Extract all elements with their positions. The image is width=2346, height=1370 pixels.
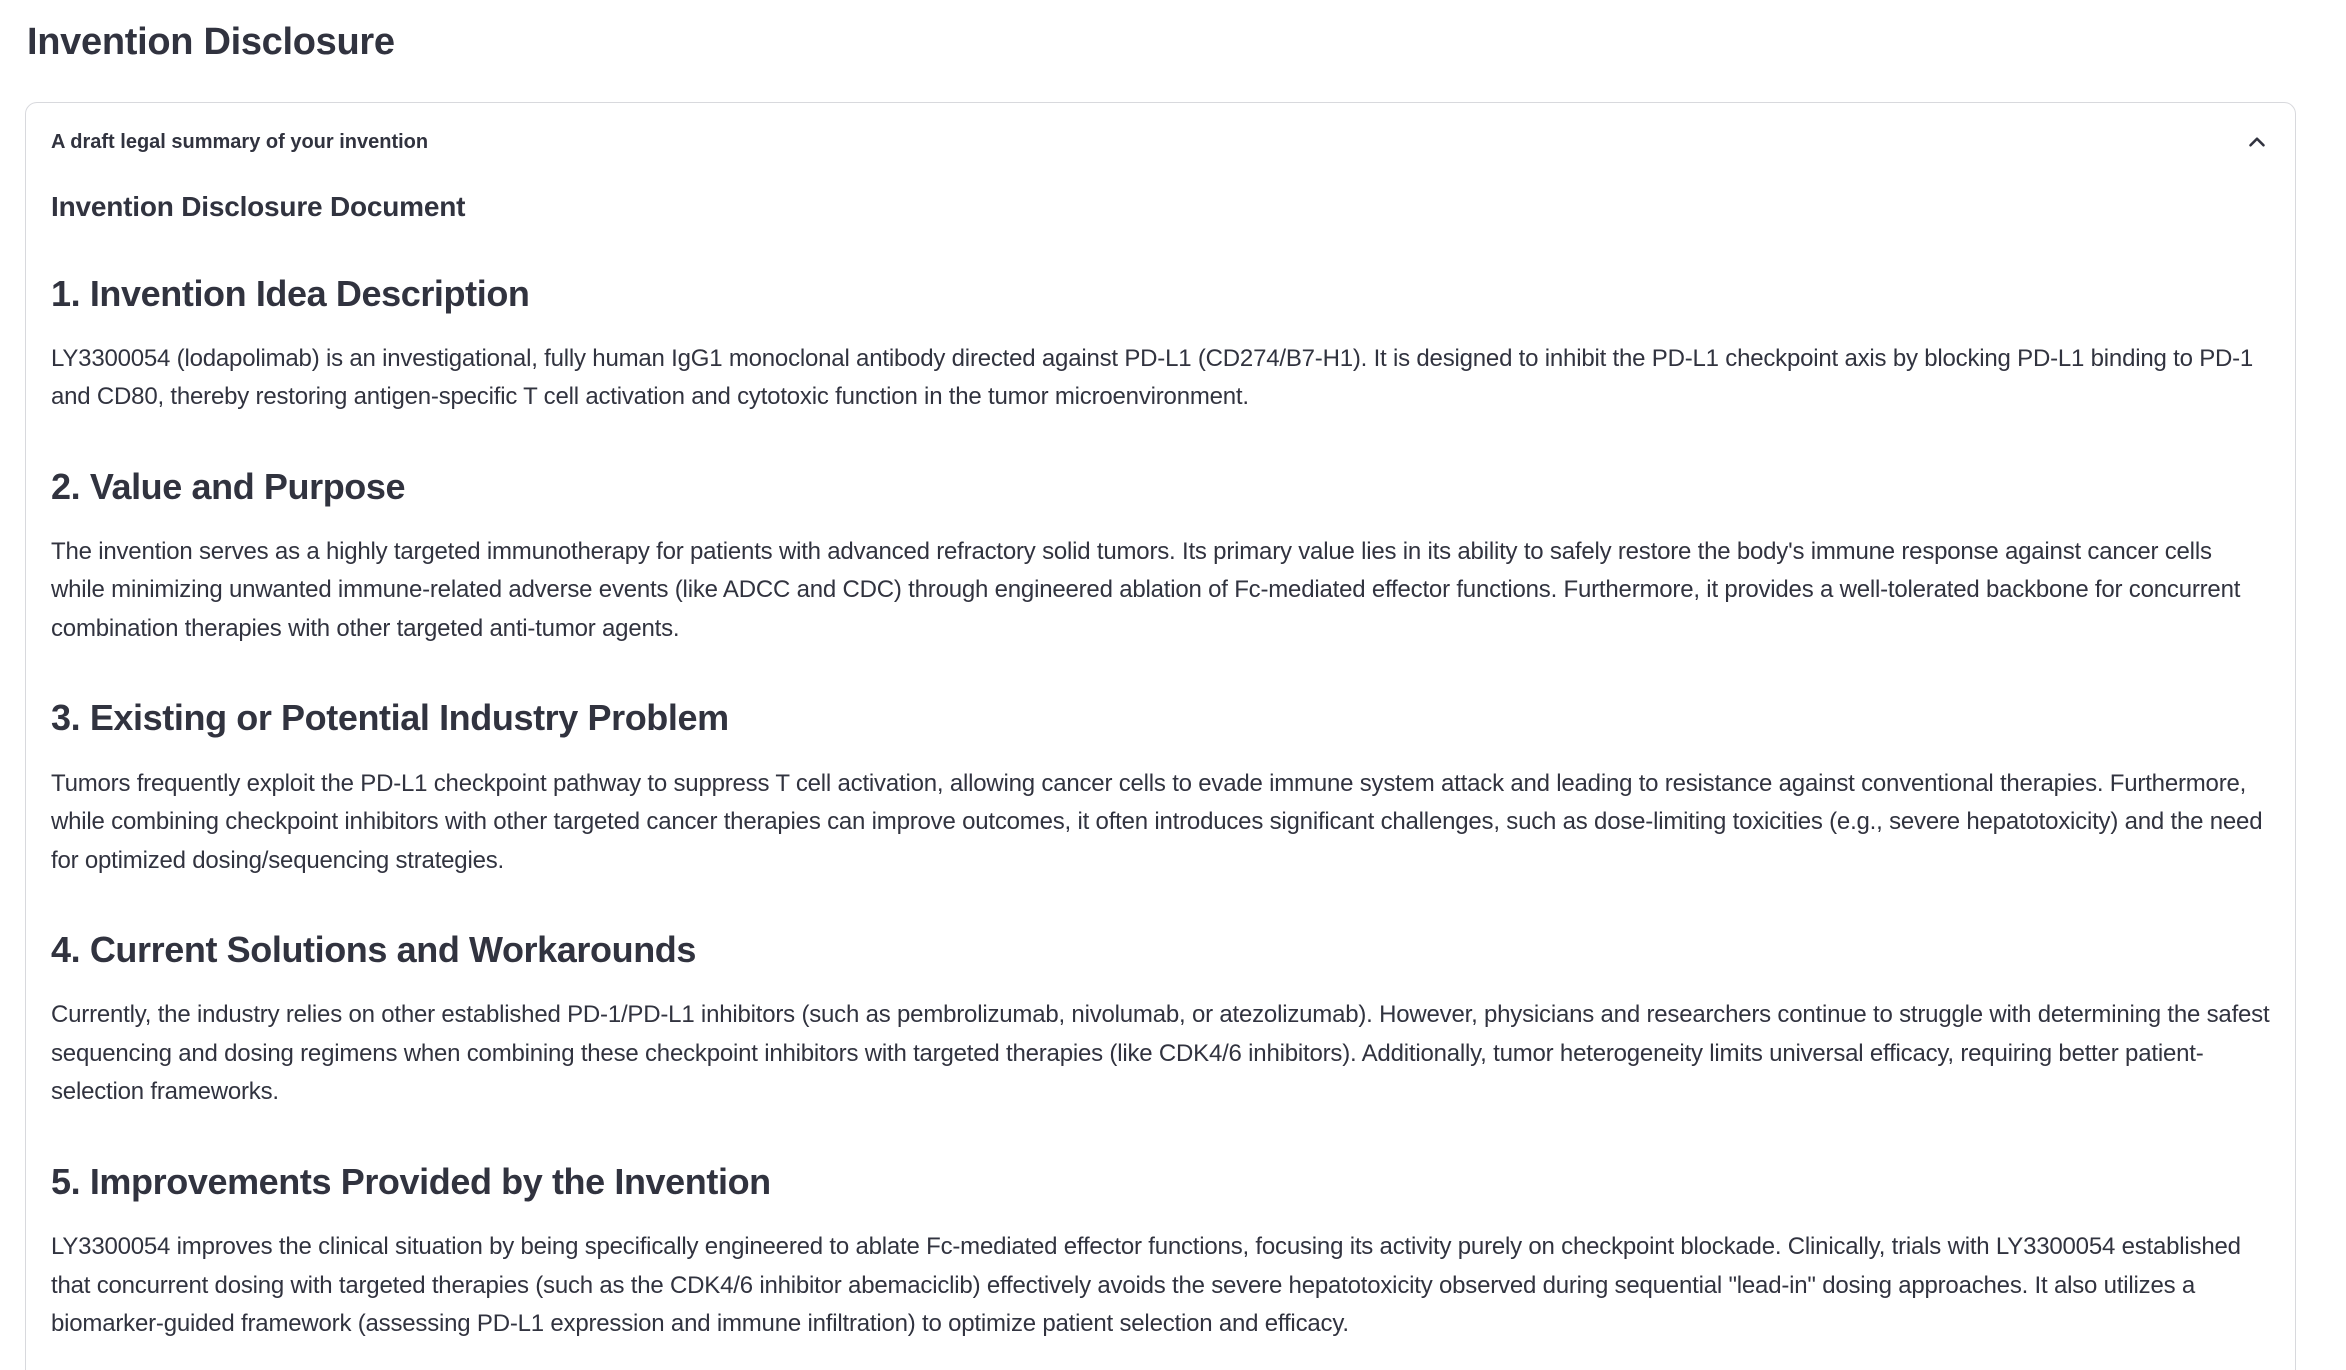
section-body: Tumors frequently exploit the PD-L1 checkpoint pathway to suppress T cell activation, allowing cancer cells to evade immune system attack and leading to resistance against conventional therapies. Furthermore, while combining checkpoint inhibitors with other targeted cancer therapies can improve outcomes, it often introduces significant challenges, such as dose-limiting toxicities (e.g., severe hepatotoxicity) and the need for optimized dosing/sequencing strategies.: [51, 769, 2263, 874]
section-invention-idea-description: [51, 272, 2270, 417]
section-body: LY3300054 improves the clinical situation by being specifically engineered to ablate Fc-mediated effector functions, focusing its activity purely on checkpoint blockade. Clinically, trials with LY3300054 established that concurrent dosing with targeted therapies (such as the CDK4/6 inhibitor abemaciclib) effectively avoids the severe hepatotoxicity observed during sequential "lead-in" dosing approaches. It also utilizes a biomarker-guided framework (assessing PD-L1 expression and immune infiltration) to optimize patient selection and efficacy.: [51, 1233, 2241, 1338]
section-body: Currently, the industry relies on other established PD-1/PD-L1 inhibitors (such as pembrolizumab, nivolumab, or atezolizumab). However, physicians and researchers continue to struggle with determining the safest sequencing and dosing regimens when combining these checkpoint inhibitors with targeted therapies (like CDK4/6 inhibitors). Additionally, tumor heterogeneity limits universal efficacy, requiring better patient-selection frameworks.: [51, 1001, 2270, 1106]
section-current-solutions: [51, 928, 2270, 1112]
section-value-and-purpose: [51, 465, 2270, 649]
section-heading: 1. Invention Idea Description: [51, 272, 530, 314]
expander-label: A draft legal summary of your invention: [51, 130, 429, 153]
expander-header[interactable]: [51, 127, 2270, 157]
expander-card: [25, 102, 2296, 1370]
section-heading: 5. Improvements Provided by the Invention: [51, 1160, 771, 1202]
section-body: LY3300054 (lodapolimab) is an investigational, fully human IgG1 monoclonal antibody directed against PD-L1 (CD274/B7-H1). It is designed to inhibit the PD-L1 checkpoint axis by blocking PD-L1 binding to PD-1 and CD80, thereby restoring antigen-specific T cell activation and cytotoxic function in the tumor microenvironment.: [51, 344, 2254, 411]
expander-content: [51, 189, 2270, 1344]
section-heading: 4. Current Solutions and Workarounds: [51, 929, 696, 971]
page-title: Invention Disclosure: [27, 21, 395, 63]
section-improvements: [51, 1160, 2270, 1344]
document-title: Invention Disclosure Document: [51, 190, 466, 222]
chevron-up-icon[interactable]: [2244, 129, 2270, 155]
section-industry-problem: [51, 696, 2270, 880]
section-heading: 2. Value and Purpose: [51, 465, 406, 507]
section-heading: 3. Existing or Potential Industry Problem: [51, 697, 729, 739]
section-body: The invention serves as a highly targeted immunotherapy for patients with advanced refractory solid tumors. Its primary value lies in its ability to safely restore the body's immune response against cancer cells while minimizing unwanted immune-related adverse events (like ADCC and CDC) through engineered ablation of Fc-mediated effector functions. Furthermore, it provides a well-tolerated backbone for concurrent combination therapies with other targeted anti-tumor agents.: [51, 537, 2241, 642]
